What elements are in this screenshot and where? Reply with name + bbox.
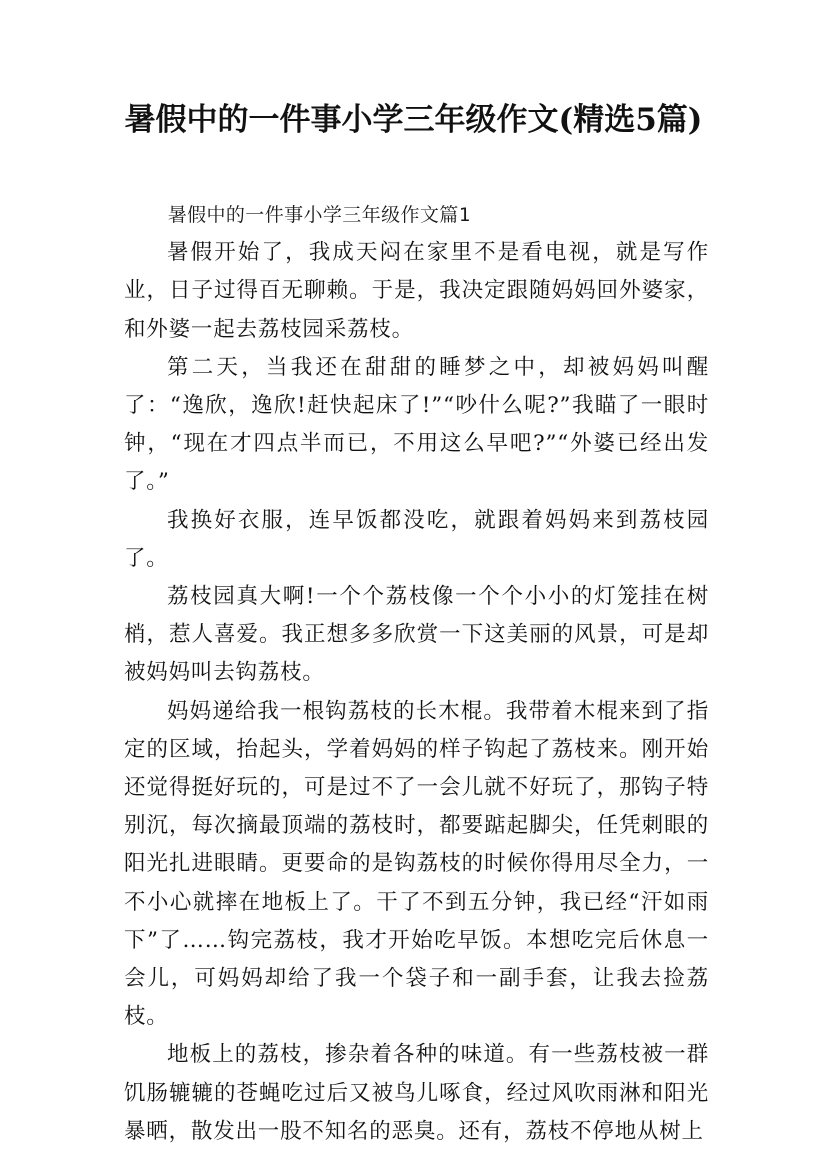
paragraph-3: 我换好衣服，连早饭都没吃，就跟着妈妈来到荔枝园了。	[124, 507, 709, 571]
paragraph-4: 荔枝园真大啊!一个个荔枝像一个个小小的灯笼挂在树梢，惹人喜爱。我正想多多欣赏一下这美丽的风景，可是却被妈妈叫去钩荔枝。	[124, 584, 709, 686]
paragraph-1: 暑假开始了，我成天闷在家里不是看电视，就是写作业，日子过得百无聊赖。于是，我决定跟随妈妈回外婆家，和外婆一起去荔枝园采荔枝。	[124, 240, 709, 342]
section-heading: 暑假中的一件事小学三年级作文篇1	[167, 204, 471, 226]
paragraph-6: 地板上的荔枝，掺杂着各种的味道。有一些荔枝被一群饥肠辘辘的苍蝇吃过后又被鸟儿啄食，经过风吹雨淋和阳光暴晒，散发出一股不知名的恶臭。还有，荔枝不停地从树上	[124, 1042, 709, 1144]
paragraph-2: 第二天，当我还在甜甜的睡梦之中，却被妈妈叫醒了：“逸欣，逸欣!赶快起床了!”“吵什么呢?”我瞄了一眼时钟，“现在才四点半而已，不用这么早吧?”“外婆已经出发了。”	[124, 354, 709, 495]
document-body	[124, 196, 709, 1151]
paragraph-5: 妈妈递给我一根钩荔枝的长木棍。我带着木棍来到了指定的区域，抬起头，学着妈妈的样子钩起了荔枝来。刚开始还觉得挺好玩的，可是过不了一会儿就不好玩了，那钩子特别沉，每次摘最顶端的荔枝时，都要踮起脚尖，任凭刺眼的阳光扎进眼睛。更要命的是钩荔枝的时候你得用尽全力，一不小心就摔在地板上了。干了不到五分钟，我已经“汗如雨下”了……钩完荔枝，我才开始吃早饭。本想吃完后休息一会儿，可妈妈却给了我一个袋子和一副手套，让我去捡荔枝。	[124, 698, 709, 1030]
document-title: 暑假中的一件事小学三年级作文(精选5篇)	[124, 102, 703, 138]
